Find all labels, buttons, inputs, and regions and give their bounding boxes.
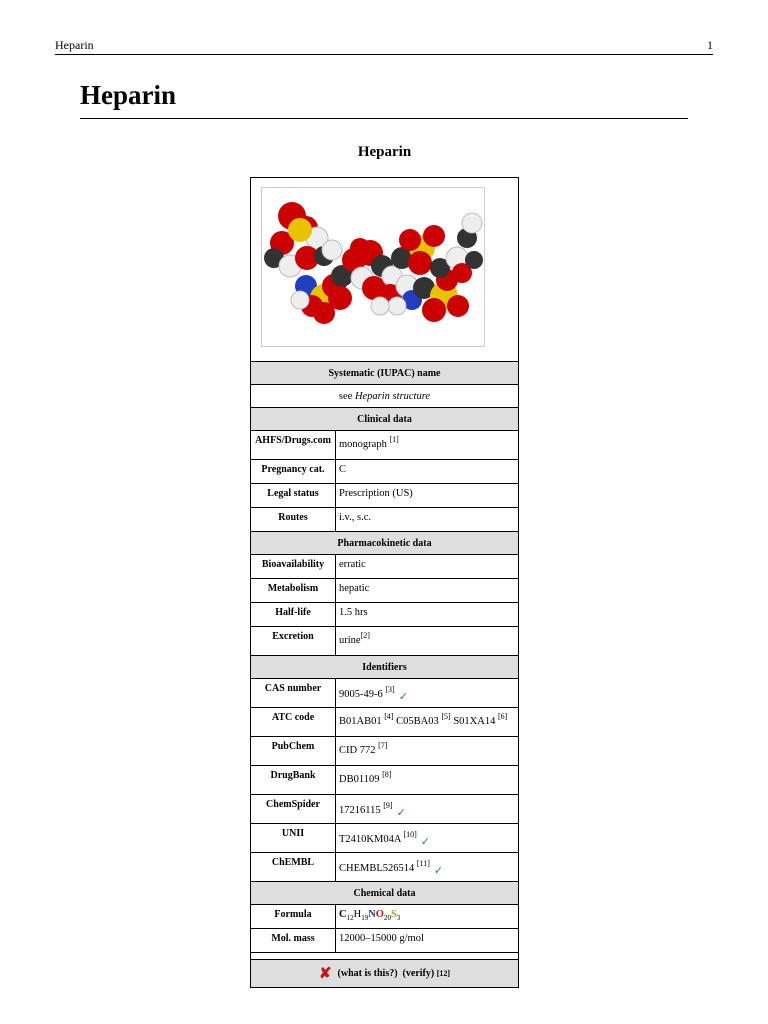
clinical-header <box>251 408 518 431</box>
row-label: AHFS/Drugs.com <box>251 431 336 459</box>
identifiers-header <box>251 656 518 679</box>
id-row-pubchem <box>251 737 518 766</box>
row-value <box>336 627 518 655</box>
ahfs-link[interactable]: monograph <box>339 439 387 450</box>
drug-infobox <box>250 177 519 988</box>
row-label: Formula <box>251 905 336 928</box>
id-row-chemspider <box>251 795 518 824</box>
row-label: Mol. mass <box>251 929 336 952</box>
divider <box>251 953 518 960</box>
heparin-structure-link[interactable]: Heparin structure <box>354 390 431 402</box>
pk-header-text: Pharmacokinetic data <box>337 537 432 549</box>
id-row-cas <box>251 679 518 708</box>
row-label: PubChem <box>251 737 336 765</box>
row-value: i.v., s.c. <box>339 512 371 523</box>
ref-1[interactable]: [1] <box>389 435 399 444</box>
excretion-value: urine <box>339 635 361 646</box>
pk-row-excretion <box>251 627 518 656</box>
row-value: C <box>339 464 347 475</box>
atc-link-2[interactable]: C05BA03 <box>396 716 439 727</box>
atc-link-3[interactable]: S01XA14 <box>453 716 496 727</box>
check-icon: ✓ <box>396 807 406 819</box>
row-label: ATC code <box>251 708 336 736</box>
formula-sulfur[interactable]: S <box>390 909 397 920</box>
page-title: Heparin <box>80 78 688 119</box>
ref-7[interactable]: [7] <box>378 741 388 750</box>
formula-hydrogen-count: 19 <box>361 914 369 922</box>
chem-row-formula <box>251 905 518 929</box>
row-label: ChemSpider <box>251 795 336 823</box>
ref-11[interactable]: [11] <box>416 859 430 868</box>
verify-link[interactable]: (verify) <box>402 968 435 979</box>
row-label: Half-life <box>251 603 336 626</box>
row-label: Excretion <box>251 627 336 655</box>
chemical-header <box>251 882 518 905</box>
ref-5[interactable]: [5] <box>441 712 451 721</box>
row-label: DrugBank <box>251 766 336 794</box>
check-icon: ✓ <box>420 836 431 848</box>
formula-nitrogen[interactable]: N <box>368 909 376 920</box>
heparin-molecule-image[interactable] <box>261 187 485 347</box>
iupac-header-text: Systematic (IUPAC) name <box>328 367 441 379</box>
ref-10[interactable]: [10] <box>403 830 417 839</box>
pk-row-halflife <box>251 603 518 627</box>
id-row-chembl <box>251 853 518 882</box>
ref-2[interactable]: [2] <box>360 631 370 640</box>
formula-oxygen[interactable]: O <box>375 909 384 920</box>
row-label: Pregnancy cat. <box>251 460 336 483</box>
chemical-header-text: Chemical data <box>353 887 416 899</box>
running-header-title: Heparin <box>55 38 94 52</box>
row-value <box>336 766 518 794</box>
x-mark-icon: ✘ <box>318 966 332 982</box>
row-label: Legal status <box>251 484 336 507</box>
cas-link[interactable]: 9005-49-6 <box>339 689 383 700</box>
iupac-prefix: see <box>338 390 353 402</box>
formula-oxygen-count: 20 <box>383 914 391 922</box>
row-label: CAS number <box>251 679 336 707</box>
row-value <box>336 795 518 823</box>
clinical-row-routes <box>251 508 518 532</box>
pubchem-link[interactable]: CID 772 <box>339 745 376 756</box>
verify-footer: ✘ (what is this?) (verify) [12] <box>251 960 518 987</box>
chem-row-molmass <box>251 929 518 953</box>
iupac-header <box>251 362 518 385</box>
row-value: hepatic <box>339 583 370 594</box>
formula-sulfur-count: 3 <box>396 914 401 922</box>
formula-value <box>336 905 518 928</box>
row-value <box>336 853 518 881</box>
chembl-link[interactable]: CHEMBL526514 <box>339 863 415 874</box>
clinical-row-ahfs <box>251 431 518 460</box>
clinical-row-pregnancy <box>251 460 518 484</box>
row-label: UNII <box>251 824 336 852</box>
ref-8[interactable]: [8] <box>382 770 392 779</box>
check-icon: ✓ <box>433 865 444 877</box>
formula-carbon-count: 12 <box>346 914 354 922</box>
check-icon: ✓ <box>398 691 408 703</box>
row-value: Prescription (US) <box>339 488 413 499</box>
id-row-drugbank <box>251 766 518 795</box>
row-value: 1.5 hrs <box>339 607 368 618</box>
molecule-image-cell <box>251 178 518 362</box>
row-label: Routes <box>251 508 336 531</box>
pk-row-bioavailability <box>251 555 518 579</box>
ref-3[interactable]: [3] <box>385 685 395 694</box>
clinical-row-legal <box>251 484 518 508</box>
ref-9[interactable]: [9] <box>383 801 393 810</box>
pk-row-metabolism <box>251 579 518 603</box>
chemspider-link[interactable]: 17216115 <box>339 805 381 816</box>
clinical-header-text: Clinical data <box>357 413 412 425</box>
row-label: ChEMBL <box>251 853 336 881</box>
unii-link[interactable]: T2410KM04A <box>339 834 401 845</box>
atc-link-1[interactable]: B01AB01 <box>339 716 382 727</box>
row-value <box>336 737 518 765</box>
row-value <box>336 708 518 736</box>
row-value <box>336 824 518 852</box>
pk-header <box>251 532 518 555</box>
page-number: 1 <box>707 38 713 52</box>
identifiers-header-text: Identifiers <box>362 661 407 673</box>
row-value: erratic <box>339 559 366 570</box>
row-value: 12000–15000 g/mol <box>339 933 424 944</box>
running-header <box>55 38 713 55</box>
formula-carbon[interactable]: C <box>339 909 347 920</box>
space-filling-model <box>262 188 484 346</box>
formula-hydrogen[interactable]: H <box>353 909 362 920</box>
infobox-caption: Heparin <box>357 144 412 160</box>
row-value <box>336 431 518 459</box>
ref-4[interactable]: [4] <box>384 712 394 721</box>
ref-6[interactable]: [6] <box>497 712 508 721</box>
iupac-row <box>251 385 518 408</box>
drugbank-link[interactable]: DB01109 <box>339 774 380 785</box>
id-row-atc <box>251 708 518 737</box>
row-label: Bioavailability <box>251 555 336 578</box>
id-row-unii <box>251 824 518 853</box>
what-is-this-link[interactable]: (what is this?) <box>337 968 398 979</box>
row-label: Metabolism <box>251 579 336 602</box>
row-value <box>336 679 518 707</box>
